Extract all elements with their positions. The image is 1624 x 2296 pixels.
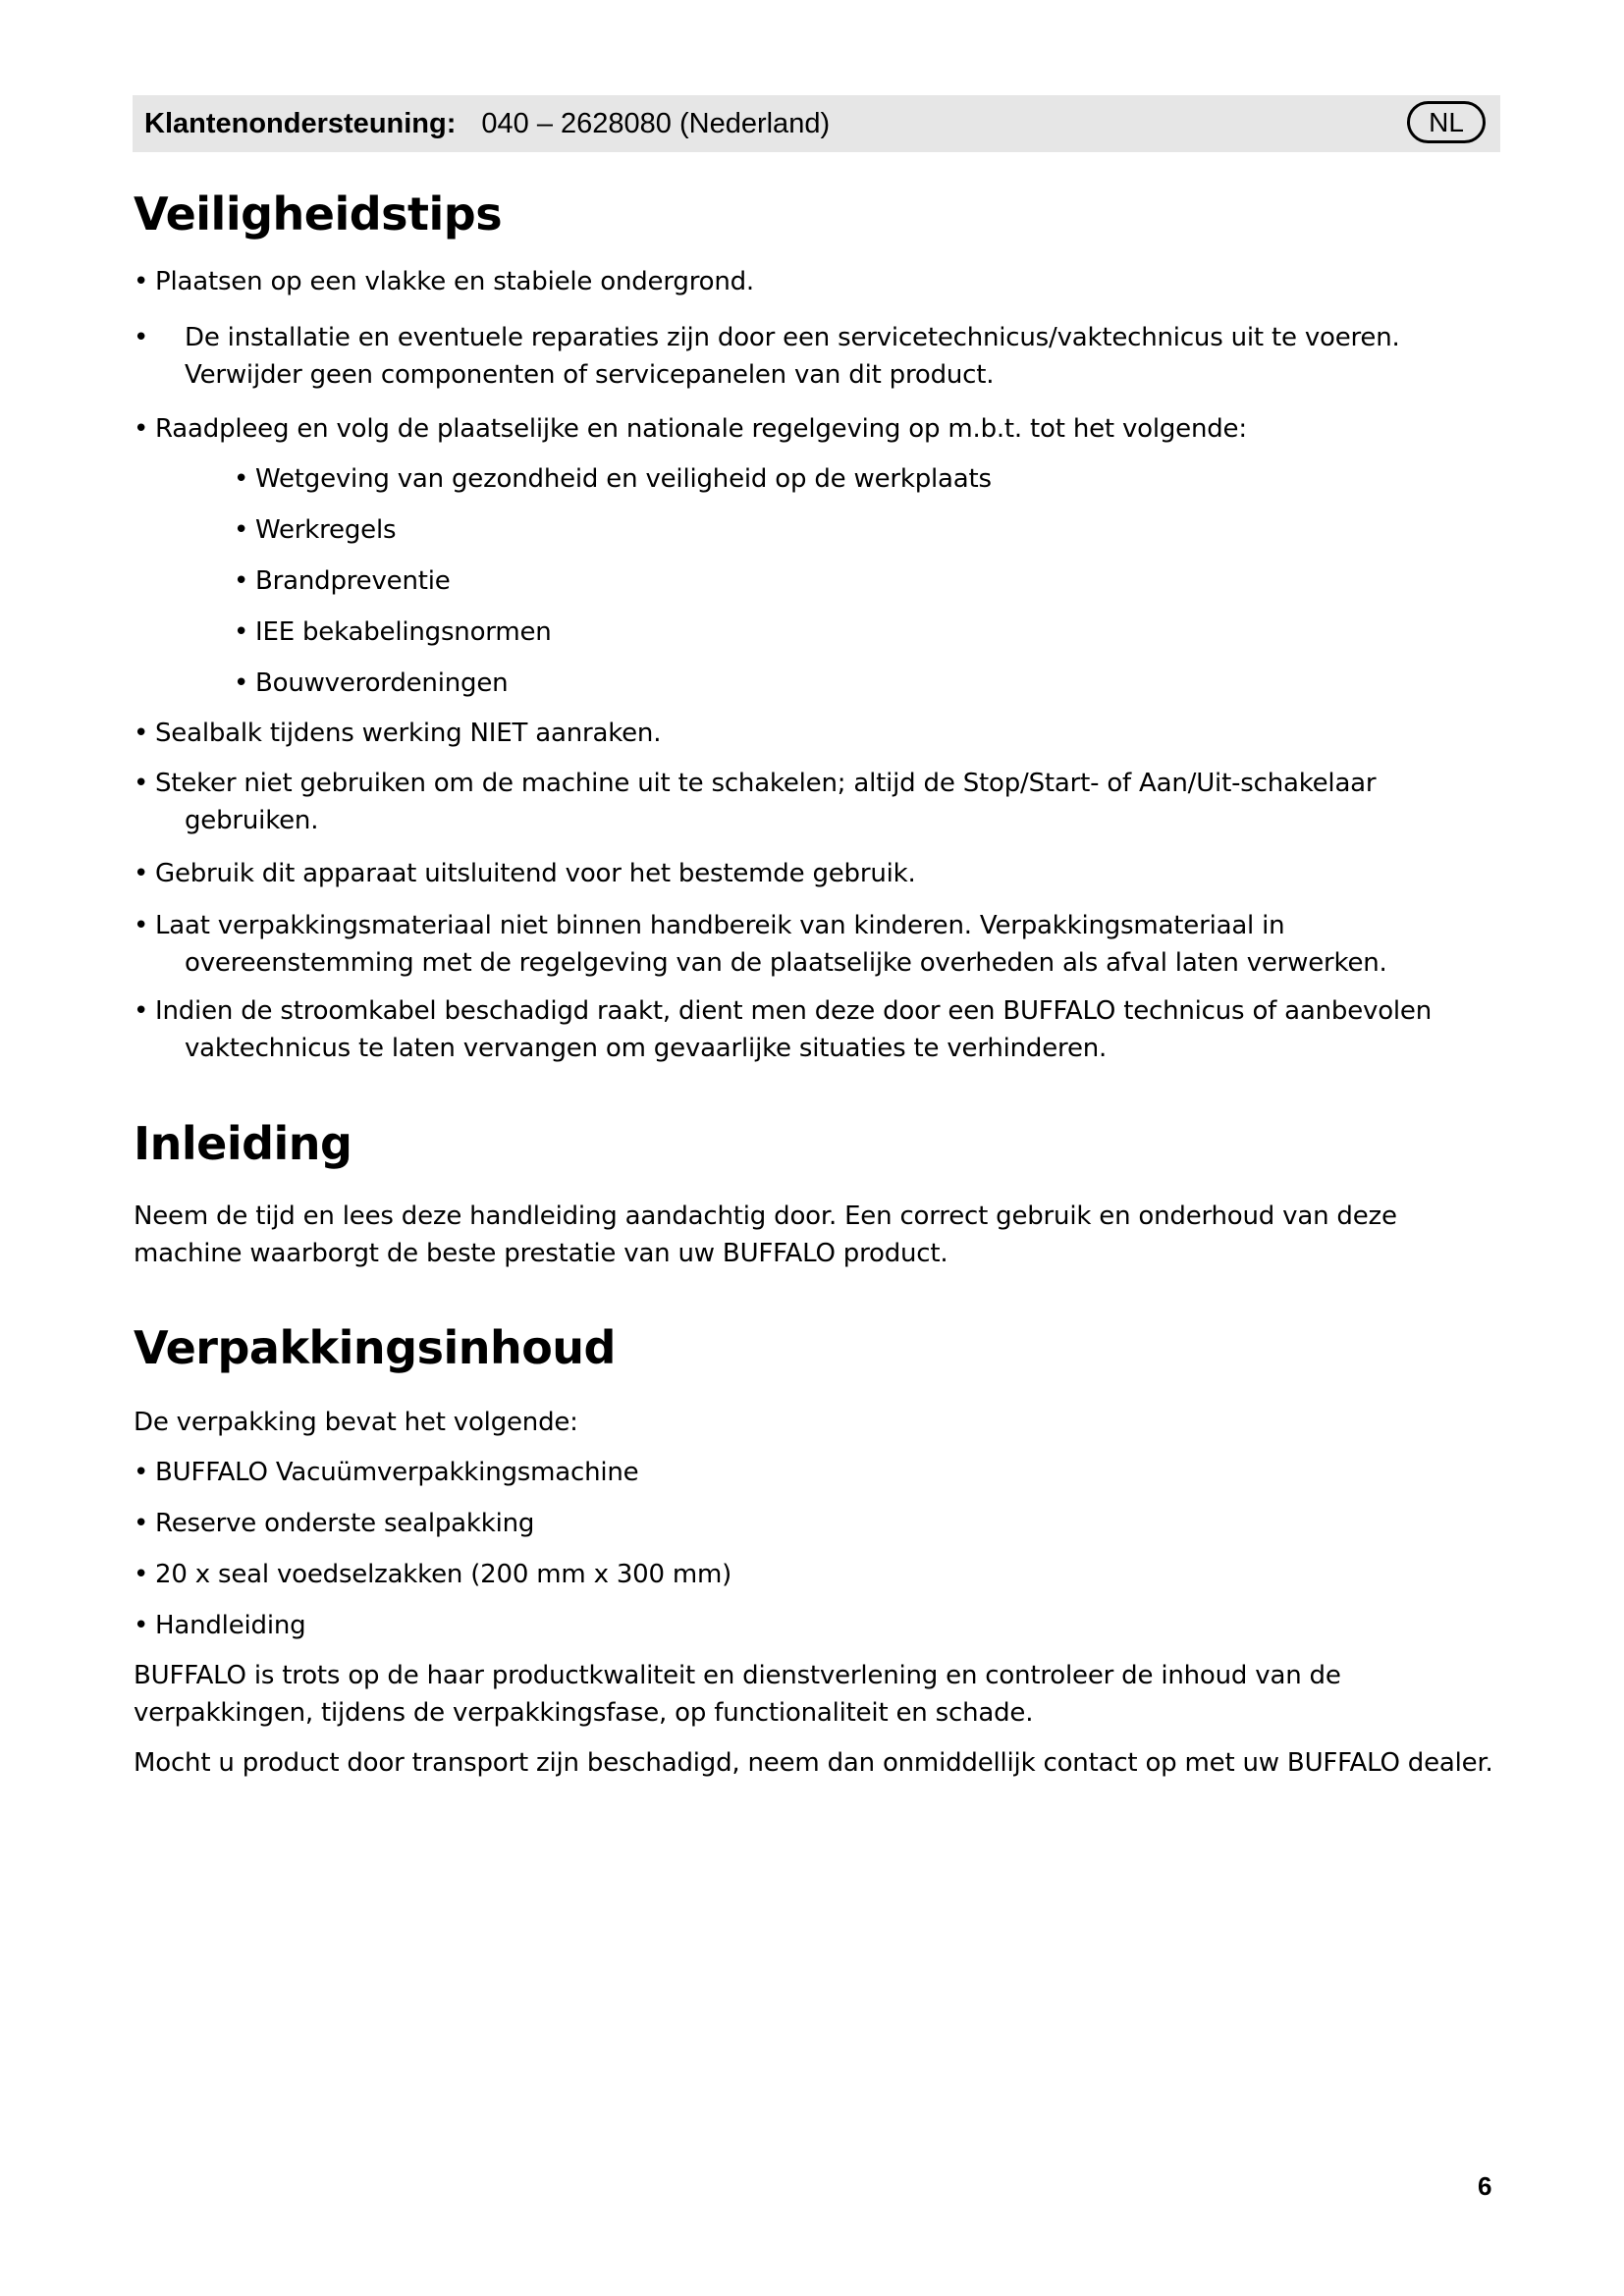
bullet: • (234, 464, 249, 494)
safety-title: Veiligheidstips (134, 187, 503, 240)
bullet: • (134, 769, 149, 798)
safety-item-text: Indien de stroomkabel beschadigd raakt, dient men deze door een BUFFALO technicus of aanbevolen (155, 996, 1433, 1026)
safety-item (134, 263, 754, 300)
regulation-item (234, 562, 451, 600)
regulation-item (234, 614, 552, 651)
safety-item-text: Raadpleeg en volg de plaatselijke en nationale regelgeving op m.b.t. tot het volgende: (155, 414, 1247, 444)
safety-item-text: vaktechnicus te laten vervangen om gevaarlijke situaties te verhinderen. (185, 1034, 1108, 1063)
bullet: • (134, 267, 149, 296)
support-phone: 040 – 2628080 (Nederland) (481, 108, 831, 139)
regulation-text: Brandpreventie (255, 566, 451, 596)
contents-item-text: Reserve onderste sealpakking (155, 1509, 535, 1538)
regulation-text: IEE bekabelingsnormen (255, 617, 552, 647)
language-badge: NL (1407, 101, 1486, 143)
contents-item (134, 1505, 534, 1542)
support-contact (144, 103, 830, 144)
page-number: 6 (1478, 2171, 1492, 2201)
bullet: • (134, 323, 149, 352)
safety-item (134, 992, 1432, 1067)
quality-text: BUFFALO is trots op de haar productkwaliteit en dienstverlening en controleer de inhoud van de (134, 1661, 1341, 1690)
contents-item (134, 1607, 305, 1644)
safety-item-text: gebruiken. (185, 806, 319, 835)
bullet: • (134, 859, 149, 888)
safety-item-text: overeenstemming met de regelgeving van de plaatselijke overheden als afval laten verwerken. (185, 948, 1387, 978)
regulation-item (234, 460, 992, 498)
safety-item (134, 855, 916, 892)
bullet: • (134, 719, 149, 748)
safety-item-text: Verwijder geen componenten of servicepanelen van dit product. (185, 360, 995, 390)
bullet: • (234, 668, 249, 698)
contents-item-text: Handleiding (155, 1611, 306, 1640)
contents-item (134, 1556, 731, 1593)
bullet: • (134, 996, 149, 1026)
bullet: • (234, 566, 249, 596)
safety-item-text: Laat verpakkingsmateriaal niet binnen handbereik van kinderen. Verpakkingsmateriaal in (155, 911, 1285, 940)
safety-item (134, 319, 1400, 394)
regulation-text: Bouwverordeningen (255, 668, 509, 698)
contents-item-text: BUFFALO Vacuümverpakkingsmachine (155, 1458, 639, 1487)
safety-item-text: Plaatsen op een vlakke en stabiele ondergrond. (155, 267, 754, 296)
safety-item (134, 765, 1376, 839)
safety-item-text: Sealbalk tijdens werking NIET aanraken. (155, 719, 662, 748)
contents-lead: De verpakking bevat het volgende: (134, 1408, 578, 1437)
bullet: • (134, 1611, 149, 1640)
intro-text: Neem de tijd en lees deze handleiding aandachtig door. Een correct gebruik en onderhoud van deze (134, 1201, 1397, 1231)
safety-item (134, 410, 1247, 448)
bullet: • (134, 414, 149, 444)
safety-item-text: Steker niet gebruiken om de machine uit te schakelen; altijd de Stop/Start- of Aan/Uit-schakelaar (155, 769, 1377, 798)
bullet: • (134, 1560, 149, 1589)
support-label: Klantenondersteuning: (144, 108, 457, 139)
damage-note: Mocht u product door transport zijn beschadigd, neem dan onmiddellijk contact op met uw BUFFALO dealer. (134, 1748, 1493, 1778)
support-header (133, 95, 1500, 152)
contents-item-text: 20 x seal voedselzakken (200 mm x 300 mm) (155, 1560, 732, 1589)
bullet: • (234, 617, 249, 647)
bullet: • (134, 911, 149, 940)
intro-text: machine waarborgt de beste prestatie van uw BUFFALO product. (134, 1239, 948, 1268)
safety-item (134, 907, 1387, 982)
safety-item (134, 715, 661, 752)
bullet: • (234, 515, 249, 545)
regulation-text: Werkregels (255, 515, 397, 545)
intro-title: Inleiding (134, 1117, 352, 1170)
contents-item (134, 1454, 638, 1491)
contents-title: Verpakkingsinhoud (134, 1321, 616, 1374)
safety-item-text: Gebruik dit apparaat uitsluitend voor het bestemde gebruik. (155, 859, 916, 888)
bullet: • (134, 1509, 149, 1538)
regulation-item (234, 511, 396, 549)
regulation-text: Wetgeving van gezondheid en veiligheid op de werkplaats (255, 464, 992, 494)
bullet: • (134, 1458, 149, 1487)
safety-item-text: De installatie en eventuele reparaties zijn door een servicetechnicus/vaktechnicus uit te voeren. (185, 323, 1400, 352)
regulation-item (234, 665, 508, 702)
quality-text: verpakkingen, tijdens de verpakkingsfase, op functionaliteit en schade. (134, 1698, 1034, 1728)
